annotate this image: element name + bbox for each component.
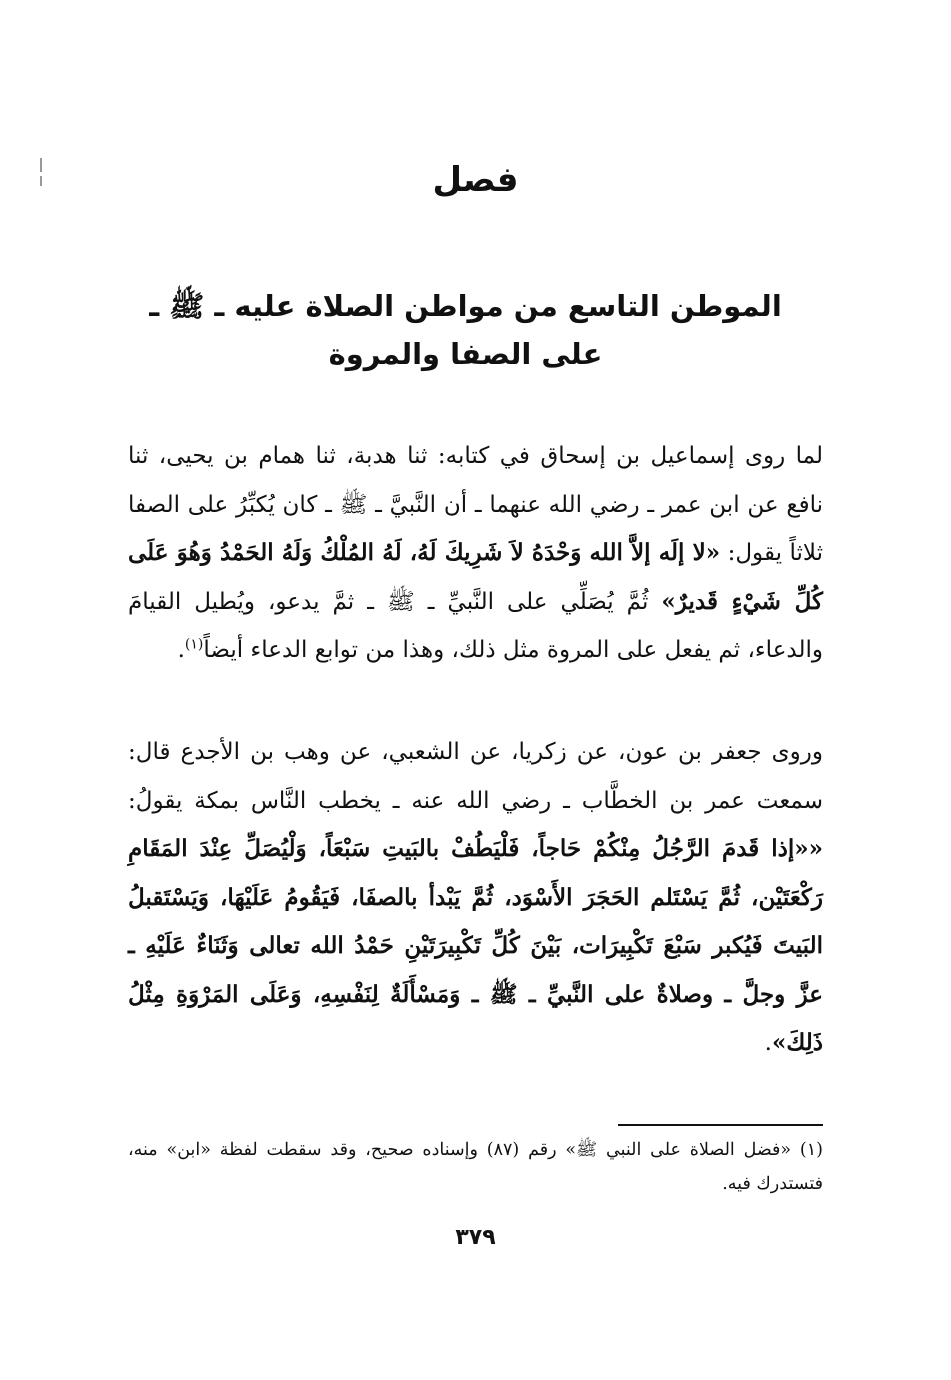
paragraph-1-quote: «لا إلَه إلاَّ الله وَحْدَهُ لاَ شَرِيكَ لَهُ، لَهُ المُلْكُ وَلَهُ الحَمْدُ وَهُوَ عَلَى كُلِّ شَيْءٍ قَديرٌ» [128, 539, 823, 615]
paragraph-1-rest: ثُمَّ يُصَلِّي على النَّبيِّ ـ ﷺ ـ ثمَّ يدعو، ويُطيل القيامَ والدعاء، ثم يفعل على المروة مثل ذلك، وهذا من توابع الدعاء أيضاً [128, 588, 823, 663]
page-number: ٣٧٩ [455, 1225, 496, 1250]
footnote: (١) «فضل الصلاة على النبي ﷺ» رقم (٨٧) وإسناده صحيح، وقد سقطت لفظة «ابن» منه، فتستدرك فيه. [128, 1140, 823, 1194]
paragraph-1-intro: لما روى إسماعيل بن إسحاق في كتابه: ثنا هدبة، ثنا همام بن يحيى، ثنا نافع عن ابن عمر ـ رضي الله عنهما ـ أن النَّبيَّ ـ ﷺ ـ كان يُكبِّرُ على الصفا ثلاثاً يقول: [128, 443, 823, 566]
footnote-separator [618, 1124, 823, 1126]
chapter-title-line-2: على الصفا والمروة [328, 337, 603, 371]
chapter-title-line-1: الموطن التاسع من مواطن الصلاة عليه ـ ﷺ ـ [149, 289, 782, 323]
paragraph-2-end: . [764, 1030, 772, 1056]
paragraph-1-end: . [177, 637, 185, 663]
paragraph-2 [128, 728, 823, 1068]
paragraph-2-quote: ««إذا قَدمَ الرَّجُلُ مِنْكُمْ حَاجاً، فَلْيَطُفْ بالبَيتِ سَبْعَاً، وَلْيُصَلِّ عِنْدَ المَقَامِ رَكْعَتَيْن، ثُمَّ يَسْتَلم الحَجَرَ الأَسْوَد، ثُمَّ يَبْدأ بالصفَا، فَيَقُومُ عَلَيْهَا، وَيَسْتَقبلُ البَيتَ فَيُكبر سَبْعَ تَكْبِيرَات، بَيْنَ كُلِّ تَكْبِيرَتَيْنِ حَمْدُ الله تعالى وَثَنَاءٌ عَلَيْهِ ـ عزَّ وجلَّ ـ وصلاةٌ على النَّبيِّ ـ ﷺ ـ وَمَسْأَلَةٌ لِنَفْسِهِ، وَعَلَى المَرْوَةِ مِثْلُ ذَلِكَ» [128, 835, 823, 1056]
footnote-reference[interactable]: (١) [184, 636, 204, 653]
section-heading: فصل [432, 160, 519, 200]
chapter-title [140, 282, 791, 378]
paragraph-1 [128, 432, 823, 675]
paragraph-2-intro: وروى جعفر بن عون، عن زكريا، عن الشعبي، عن وهب بن الأجدع قال: سمعت عمر بن الخطَّاب ـ رضي الله عنه ـ يخطب النَّاس بمكة يقولُ: [128, 739, 823, 814]
